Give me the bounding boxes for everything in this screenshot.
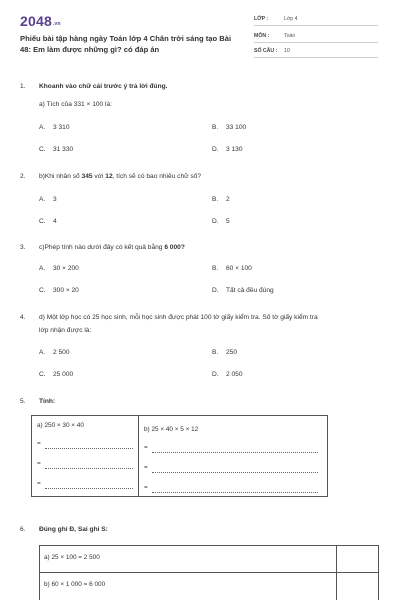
option-text: 31 330 — [53, 146, 74, 153]
calculation-table — [31, 415, 328, 497]
answer-line[interactable] — [37, 480, 133, 490]
option-text: 2 050 — [226, 371, 243, 378]
question-title: Đúng ghi Đ, Sai ghi S: — [39, 526, 108, 533]
option-text: 33 100 — [226, 124, 247, 131]
option-text: 3 — [53, 196, 57, 203]
option-text: 300 × 20 — [53, 287, 79, 294]
true-false-table — [39, 545, 379, 600]
equals-sign: = — [144, 484, 148, 491]
meta-key: SỐ CÂU : — [254, 48, 278, 54]
dotted-line — [152, 492, 318, 493]
option-letter: B. — [212, 196, 219, 203]
option-text: 60 × 100 — [226, 265, 252, 272]
logo-text: 2048 — [20, 13, 52, 29]
meta-value: Toán — [284, 33, 296, 39]
question-title: Tính: — [39, 398, 56, 405]
question-text — [39, 243, 185, 253]
answer-line[interactable] — [144, 444, 320, 454]
option-letter: C. — [39, 287, 46, 294]
option-letter: C. — [39, 146, 46, 153]
meta-grade — [254, 12, 378, 26]
option-letter: D. — [212, 287, 219, 294]
site-logo[interactable] — [20, 13, 61, 29]
option-letter: B. — [212, 265, 219, 272]
table-divider — [138, 416, 139, 496]
dotted-line — [152, 472, 318, 473]
question-text-line: d) Một lớp học có 25 học sinh, mỗi học sinh được phát 100 tờ giấy kiểm tra. Số tờ giấy kiểm tra — [39, 314, 318, 321]
equals-sign: = — [37, 440, 41, 447]
question-1-sub: a) Tích của 331 × 100 là: — [39, 101, 113, 108]
option-text: 4 — [53, 218, 57, 225]
question-text — [39, 172, 201, 182]
answer-cell[interactable] — [337, 573, 380, 599]
equals-sign: = — [37, 460, 41, 467]
dotted-line — [152, 452, 318, 453]
table-row — [40, 546, 378, 572]
option-text: 30 × 200 — [53, 265, 79, 272]
statement: a) 25 × 100 = 2 500 — [44, 554, 100, 561]
option-text: 25 000 — [53, 371, 74, 378]
dotted-line — [45, 468, 133, 469]
question-number: 3. — [20, 244, 26, 251]
question-title: Khoanh vào chữ cái trước ý trả lời đúng. — [39, 83, 168, 90]
text-part: b)Khi nhân số — [39, 173, 82, 180]
meta-key: MÔN : — [254, 33, 270, 39]
question-number: 1. — [20, 83, 26, 90]
option-text: 2 — [226, 196, 230, 203]
option-letter: B. — [212, 349, 219, 356]
option-letter: D. — [212, 146, 219, 153]
meta-value: 10 — [284, 48, 290, 54]
option-letter: C. — [39, 371, 46, 378]
answer-line[interactable] — [144, 484, 320, 494]
option-letter: D. — [212, 371, 219, 378]
question-number: 4. — [20, 314, 26, 321]
meta-subject — [254, 29, 378, 43]
number-highlight: 345 — [81, 173, 93, 180]
question-4-line2: lớp nhận được là: — [39, 327, 92, 334]
document-title: Phiếu bài tập hàng ngày Toán lớp 4 Chân trời sáng tạo Bài 48: Em làm được những gì? có đáp án — [20, 34, 232, 54]
option-text: 5 — [226, 218, 230, 225]
answer-cell[interactable] — [337, 546, 380, 572]
equals-sign: = — [144, 464, 148, 471]
answer-line[interactable] — [144, 464, 320, 474]
number-highlight: 12 — [105, 173, 113, 180]
expression-a: a) 250 × 30 × 40 — [37, 422, 84, 429]
text-part: , tích sẽ có bao nhiêu chữ số? — [112, 173, 201, 180]
option-letter: C. — [39, 218, 46, 225]
number-highlight: 6 000? — [164, 244, 185, 251]
option-text: 250 — [226, 349, 238, 356]
dotted-line — [45, 488, 133, 489]
meta-question-count — [254, 44, 378, 58]
text-part: c)Phép tính nào dưới đây có kết quả bằng — [39, 244, 165, 251]
option-letter: D. — [212, 218, 219, 225]
logo-suffix: .vn — [52, 21, 61, 27]
table-row — [40, 572, 378, 598]
equals-sign: = — [144, 444, 148, 451]
option-letter: A. — [39, 124, 46, 131]
question-number: 2. — [20, 173, 26, 180]
question-number: 6. — [20, 526, 26, 533]
expression-b: b) 25 × 40 × 5 × 12 — [144, 426, 199, 433]
answer-line[interactable] — [37, 440, 133, 450]
option-letter: A. — [39, 349, 46, 356]
question-number: 5. — [20, 398, 26, 405]
option-text: 3 310 — [53, 124, 70, 131]
option-text: 3 130 — [226, 146, 243, 153]
option-text: 2 500 — [53, 349, 70, 356]
option-letter: A. — [39, 196, 46, 203]
meta-value: Lớp 4 — [284, 16, 298, 22]
answer-line[interactable] — [37, 460, 133, 470]
statement: b) 60 × 1 000 = 6 000 — [44, 581, 106, 588]
equals-sign: = — [37, 480, 41, 487]
meta-key: LỚP : — [254, 16, 269, 22]
option-letter: A. — [39, 265, 46, 272]
option-text: Tất cả đều đúng — [226, 287, 274, 294]
option-letter: B. — [212, 124, 219, 131]
text-part: với — [92, 173, 106, 180]
dotted-line — [45, 448, 133, 449]
